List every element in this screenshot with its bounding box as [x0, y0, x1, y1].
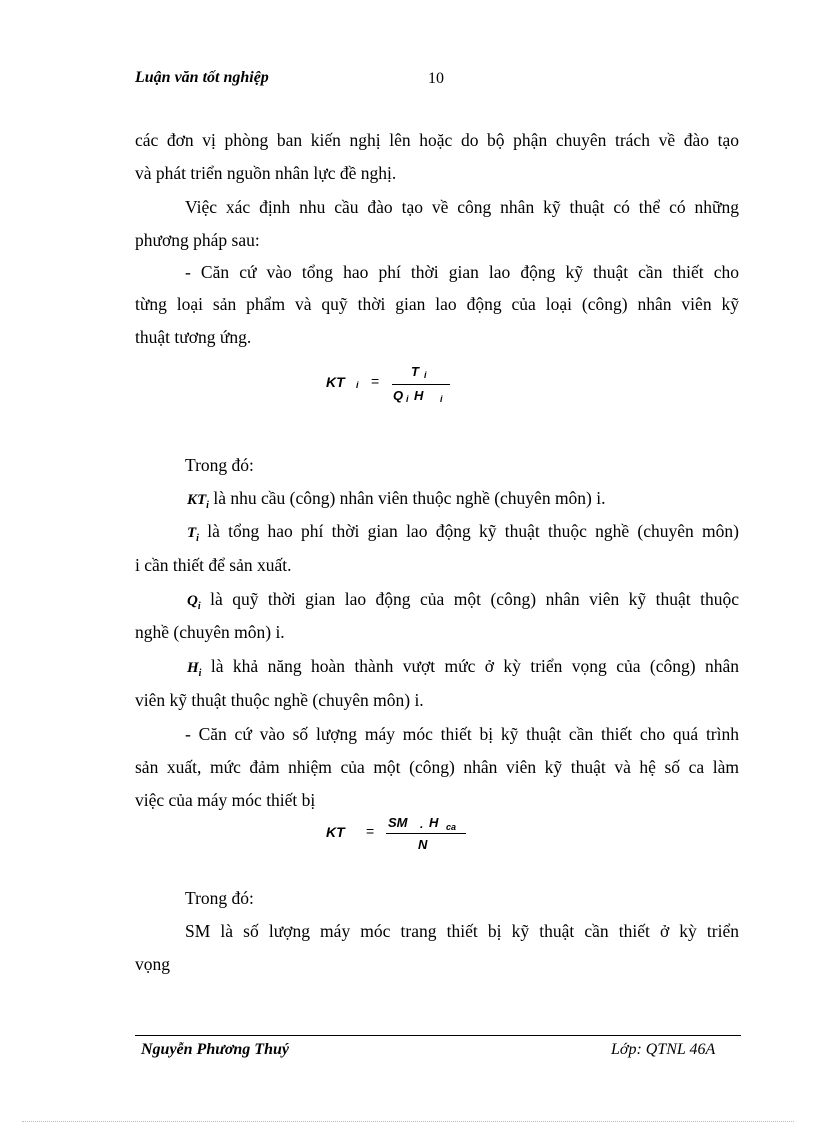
symbol: $Q_i$ [187, 593, 201, 612]
formula-numerator: T [411, 364, 419, 379]
formula-kt-i [326, 362, 456, 410]
symbol: $T_i$ [187, 525, 199, 544]
formula-den-q: Q [393, 388, 404, 403]
footer-divider [135, 1035, 741, 1036]
header-title: Luận văn tốt nghiệp [135, 69, 269, 86]
paragraph-line: nghề (chuyên môn) i. [135, 622, 285, 642]
paragraph-line: việc của máy móc thiết bị [135, 790, 316, 810]
formula-kt [326, 813, 471, 859]
fraction-bar [392, 384, 450, 385]
definition-h [187, 656, 739, 679]
formula-numerator-sub: i [424, 370, 427, 380]
paragraph-line: các đơn vị phòng ban kiến nghị lên hoặc do bộ phận chuyên trách về đào tạo [135, 130, 739, 150]
definition-text: là quỹ thời gian lao động của một (công) nhân viên kỹ thuật thuộc [210, 589, 739, 609]
paragraph-line: vọng [135, 954, 170, 974]
paragraph-line: từng loại sản phẩm và quỹ thời gian lao động của loại (công) nhân viên kỹ [135, 294, 739, 314]
formula-num-h: H [429, 815, 439, 830]
formula-lhs: KT [326, 374, 345, 390]
definition-q [187, 589, 739, 612]
formula-denominator: N [418, 837, 428, 852]
symbol: $H_i$ [187, 660, 202, 679]
page-number: 10 [428, 70, 444, 87]
paragraph-line: sản xuất, mức đảm nhiệm của một (công) nhân viên kỹ thuật và hệ số ca làm [135, 757, 739, 777]
formula-den-h-sub: i [440, 394, 443, 404]
formula-den-q-sub: i [406, 394, 409, 404]
paragraph-line: - Căn cứ vào số lượng máy móc thiết bị kỹ thuật cần thiết cho quá trình [185, 724, 739, 744]
paragraph-line: i cần thiết để sản xuất. [135, 555, 292, 575]
paragraph-line: Trong đó: [185, 888, 254, 908]
fraction-bar [386, 833, 466, 834]
definition-text: là tổng hao phí thời gian lao động kỹ thuật thuộc nghề (chuyên môn) [207, 521, 740, 541]
page-bottom-border [22, 1121, 794, 1122]
footer-author: Nguyễn Phương Thuý [141, 1041, 289, 1058]
paragraph-line: thuật tương ứng. [135, 327, 252, 347]
paragraph-line: phương pháp sau: [135, 230, 260, 250]
definition-t [187, 521, 739, 544]
paragraph-line: Việc xác định nhu cầu đào tạo về công nhân kỹ thuật có thể có những [185, 197, 739, 217]
paragraph-line: SM là số lượng máy móc trang thiết bị kỹ thuật cần thiết ở kỳ triển [185, 921, 739, 941]
paragraph-line: viên kỹ thuật thuộc nghề (chuyên môn) i. [135, 690, 424, 710]
formula-num-sm: SM [388, 815, 408, 830]
formula-num-h-sub: ca [446, 822, 457, 832]
paragraph-line: và phát triển nguồn nhân lực đề nghị. [135, 163, 397, 183]
paragraph-line: - Căn cứ vào tổng hao phí thời gian lao động kỹ thuật cần thiết cho [185, 262, 739, 282]
formula-lhs-sub: i [356, 380, 359, 390]
definition-text: là nhu cầu (công) nhân viên thuộc nghề (chuyên môn) i. [213, 488, 606, 508]
formula-equals: = [366, 823, 375, 839]
paragraph-line: Trong đó: [185, 455, 254, 475]
definition-text: là khả năng hoàn thành vượt mức ở kỳ triển vọng của (công) nhân [210, 656, 740, 676]
formula-lhs: KT [326, 824, 345, 840]
formula-equals: = [371, 373, 380, 389]
formula-num-dot: . [420, 817, 424, 831]
definition-kt [187, 488, 606, 511]
formula-den-h: H [414, 388, 424, 403]
footer-class: Lớp: QTNL 46A [611, 1041, 716, 1058]
symbol: $KT_i$ [187, 492, 209, 511]
